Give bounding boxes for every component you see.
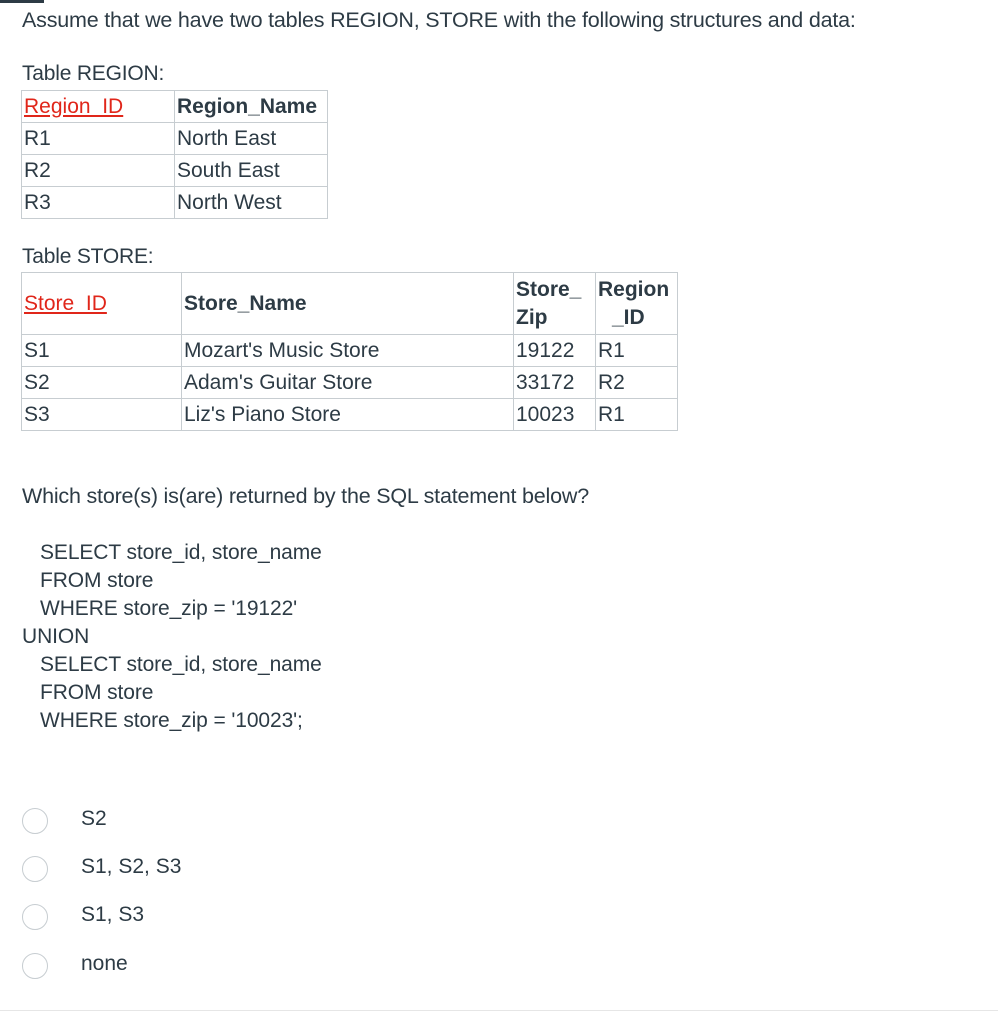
region-id-cell: R1 — [22, 123, 175, 155]
sql-select-1: SELECT store_id, store_name — [40, 541, 322, 564]
store-name-cell: Liz's Piano Store — [182, 399, 514, 431]
radio-button[interactable] — [22, 904, 48, 930]
store-table-caption: Table STORE: — [22, 245, 154, 268]
answer-option-label[interactable]: S2 — [81, 807, 107, 830]
store-zip-cell: 33172 — [514, 367, 596, 399]
store-zip-cell: 10023 — [514, 399, 596, 431]
region-name-cell: North West — [175, 187, 328, 219]
store-zip-header-line2: Zip — [516, 305, 548, 329]
store-zip-header — [514, 273, 596, 335]
sql-union: UNION — [22, 625, 90, 648]
sql-from-1: FROM store — [40, 569, 154, 592]
store-name-cell: Mozart's Music Store — [182, 335, 514, 367]
sql-where-2: WHERE store_zip = '10023'; — [40, 709, 303, 732]
store-region-cell: R2 — [596, 367, 678, 399]
store-name-cell: Adam's Guitar Store — [182, 367, 514, 399]
answer-option-2[interactable] — [22, 853, 322, 883]
store-zip-cell: 19122 — [514, 335, 596, 367]
table-row — [22, 367, 678, 399]
region-name-cell: North East — [175, 123, 328, 155]
region-id-cell: R2 — [22, 155, 175, 187]
store-id-cell: S1 — [22, 335, 182, 367]
region-table — [21, 90, 328, 219]
region-id-fk-header-line2: _ID — [612, 305, 645, 329]
store-name-header: Store_Name — [182, 273, 514, 335]
table-row — [22, 155, 328, 187]
radio-button[interactable] — [22, 856, 48, 882]
table-row — [22, 273, 678, 335]
region-id-fk-header-line1: Region — [598, 277, 670, 301]
region-id-cell: R3 — [22, 187, 175, 219]
region-name-cell: South East — [175, 155, 328, 187]
table-row — [22, 335, 678, 367]
sql-where-1: WHERE store_zip = '19122' — [40, 597, 298, 620]
sql-from-2: FROM store — [40, 681, 154, 704]
region-name-header: Region_Name — [175, 91, 328, 123]
bottom-divider — [0, 1010, 998, 1011]
question-intro: Assume that we have two tables REGION, STORE with the following structures and data: — [22, 8, 856, 32]
table-row — [22, 187, 328, 219]
region-id-fk-header — [596, 273, 678, 335]
answer-option-3[interactable] — [22, 901, 322, 931]
answer-option-1[interactable] — [22, 805, 322, 835]
question-text: Which store(s) is(are) returned by the SQL statement below? — [22, 484, 589, 508]
region-id-header: Region_ID — [22, 91, 175, 123]
answer-option-label[interactable]: none — [81, 952, 128, 975]
store-id-cell: S3 — [22, 399, 182, 431]
answer-option-label[interactable]: S1, S3 — [81, 903, 145, 926]
table-row — [22, 91, 328, 123]
top-accent-bar — [0, 0, 44, 3]
store-region-cell: R1 — [596, 399, 678, 431]
store-region-cell: R1 — [596, 335, 678, 367]
radio-button[interactable] — [22, 953, 48, 979]
answer-option-label[interactable]: S1, S2, S3 — [81, 855, 182, 878]
region-table-caption: Table REGION: — [22, 62, 165, 85]
table-row — [22, 123, 328, 155]
radio-button[interactable] — [22, 808, 48, 834]
table-row — [22, 399, 678, 431]
store-table — [21, 272, 678, 431]
sql-select-2: SELECT store_id, store_name — [40, 653, 322, 676]
store-id-cell: S2 — [22, 367, 182, 399]
store-id-header: Store_ID — [22, 273, 182, 335]
store-zip-header-line1: Store_ — [516, 277, 582, 301]
answer-option-4[interactable] — [22, 950, 322, 980]
